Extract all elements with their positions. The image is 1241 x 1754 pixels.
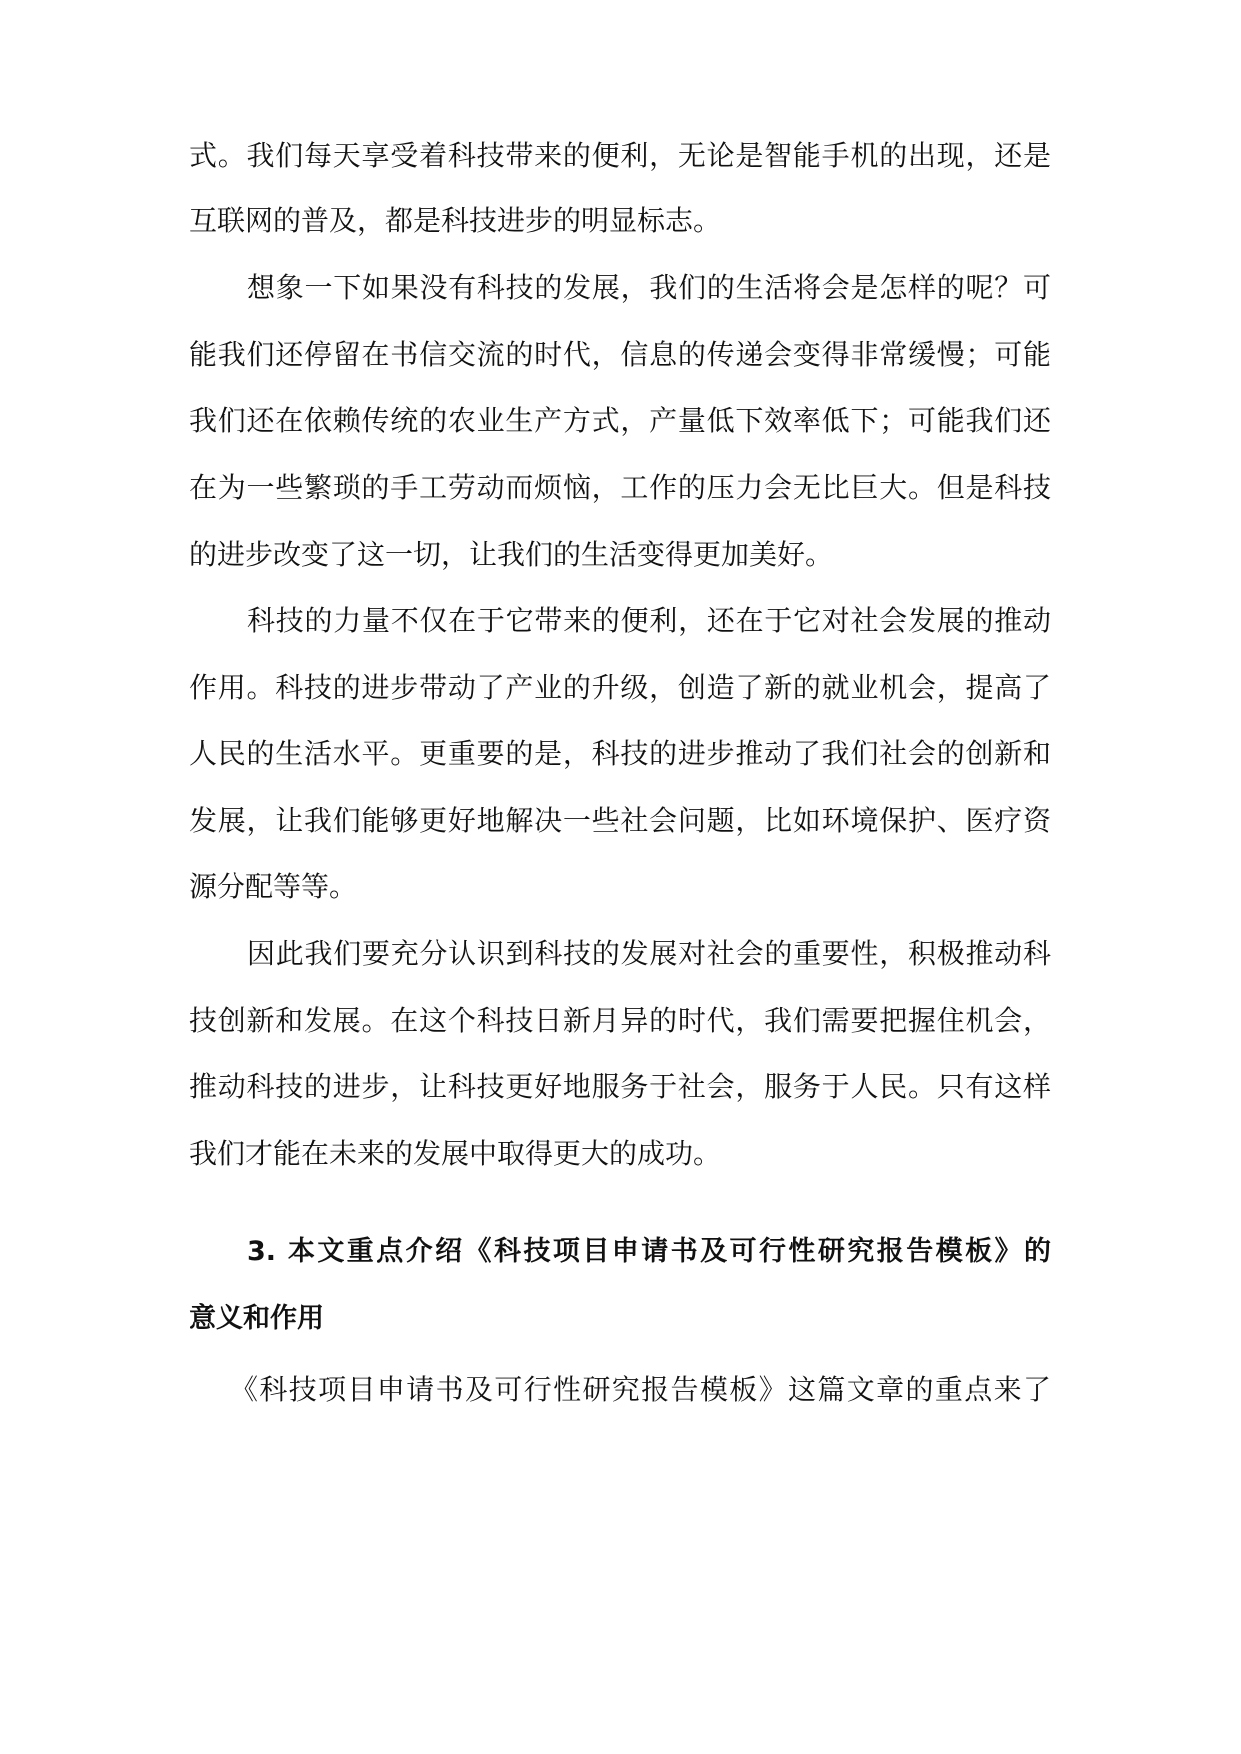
paragraph-3-line-5: 源分配等等。	[189, 870, 358, 903]
paragraph-3-line-1: 科技的力量不仅在于它带来的便利，还在于它对社会发展的推动	[247, 604, 1051, 637]
paragraph-1-line-2: 互联网的普及，都是科技进步的明显标志。	[189, 204, 722, 237]
paragraph-2-line-2: 能我们还停留在书信交流的时代，信息的传递会变得非常缓慢；可能	[189, 338, 1051, 371]
paragraph-4-line-4: 我们才能在未来的发展中取得更大的成功。	[189, 1137, 722, 1170]
paragraph-2-line-3: 我们还在依赖传统的农业生产方式，产量低下效率低下；可能我们还	[189, 404, 1051, 437]
final-paragraph-line-1: 《科技项目申请书及可行性研究报告模板》这篇文章的重点来了	[230, 1373, 1051, 1406]
paragraph-1-line-1: 式。我们每天享受着科技带来的便利，无论是智能手机的出现，还是	[189, 139, 1051, 172]
paragraph-2-line-4: 在为一些繁琐的手工劳动而烦恼，工作的压力会无比巨大。但是科技	[189, 471, 1051, 504]
paragraph-3-line-4: 发展，让我们能够更好地解决一些社会问题，比如环境保护、医疗资	[189, 804, 1051, 837]
paragraph-4-line-3: 推动科技的进步，让科技更好地服务于社会，服务于人民。只有这样	[189, 1070, 1051, 1103]
section-heading-line-1: 3. 本文重点介绍《科技项目申请书及可行性研究报告模板》的	[247, 1236, 1051, 1267]
paragraph-3-line-3: 人民的生活水平。更重要的是，科技的进步推动了我们社会的创新和	[189, 737, 1051, 770]
section-heading-line-2: 意义和作用	[189, 1303, 324, 1334]
paragraph-4-line-1: 因此我们要充分认识到科技的发展对社会的重要性，积极推动科	[247, 937, 1051, 970]
paragraph-4-line-2: 技创新和发展。在这个科技日新月异的时代，我们需要把握住机会，	[189, 1004, 1051, 1037]
paragraph-2-line-5: 的进步改变了这一切，让我们的生活变得更加美好。	[189, 538, 834, 571]
paragraph-2-line-1: 想象一下如果没有科技的发展，我们的生活将会是怎样的呢？可	[247, 271, 1051, 304]
paragraph-3-line-2: 作用。科技的进步带动了产业的升级，创造了新的就业机会，提高了	[189, 671, 1051, 704]
